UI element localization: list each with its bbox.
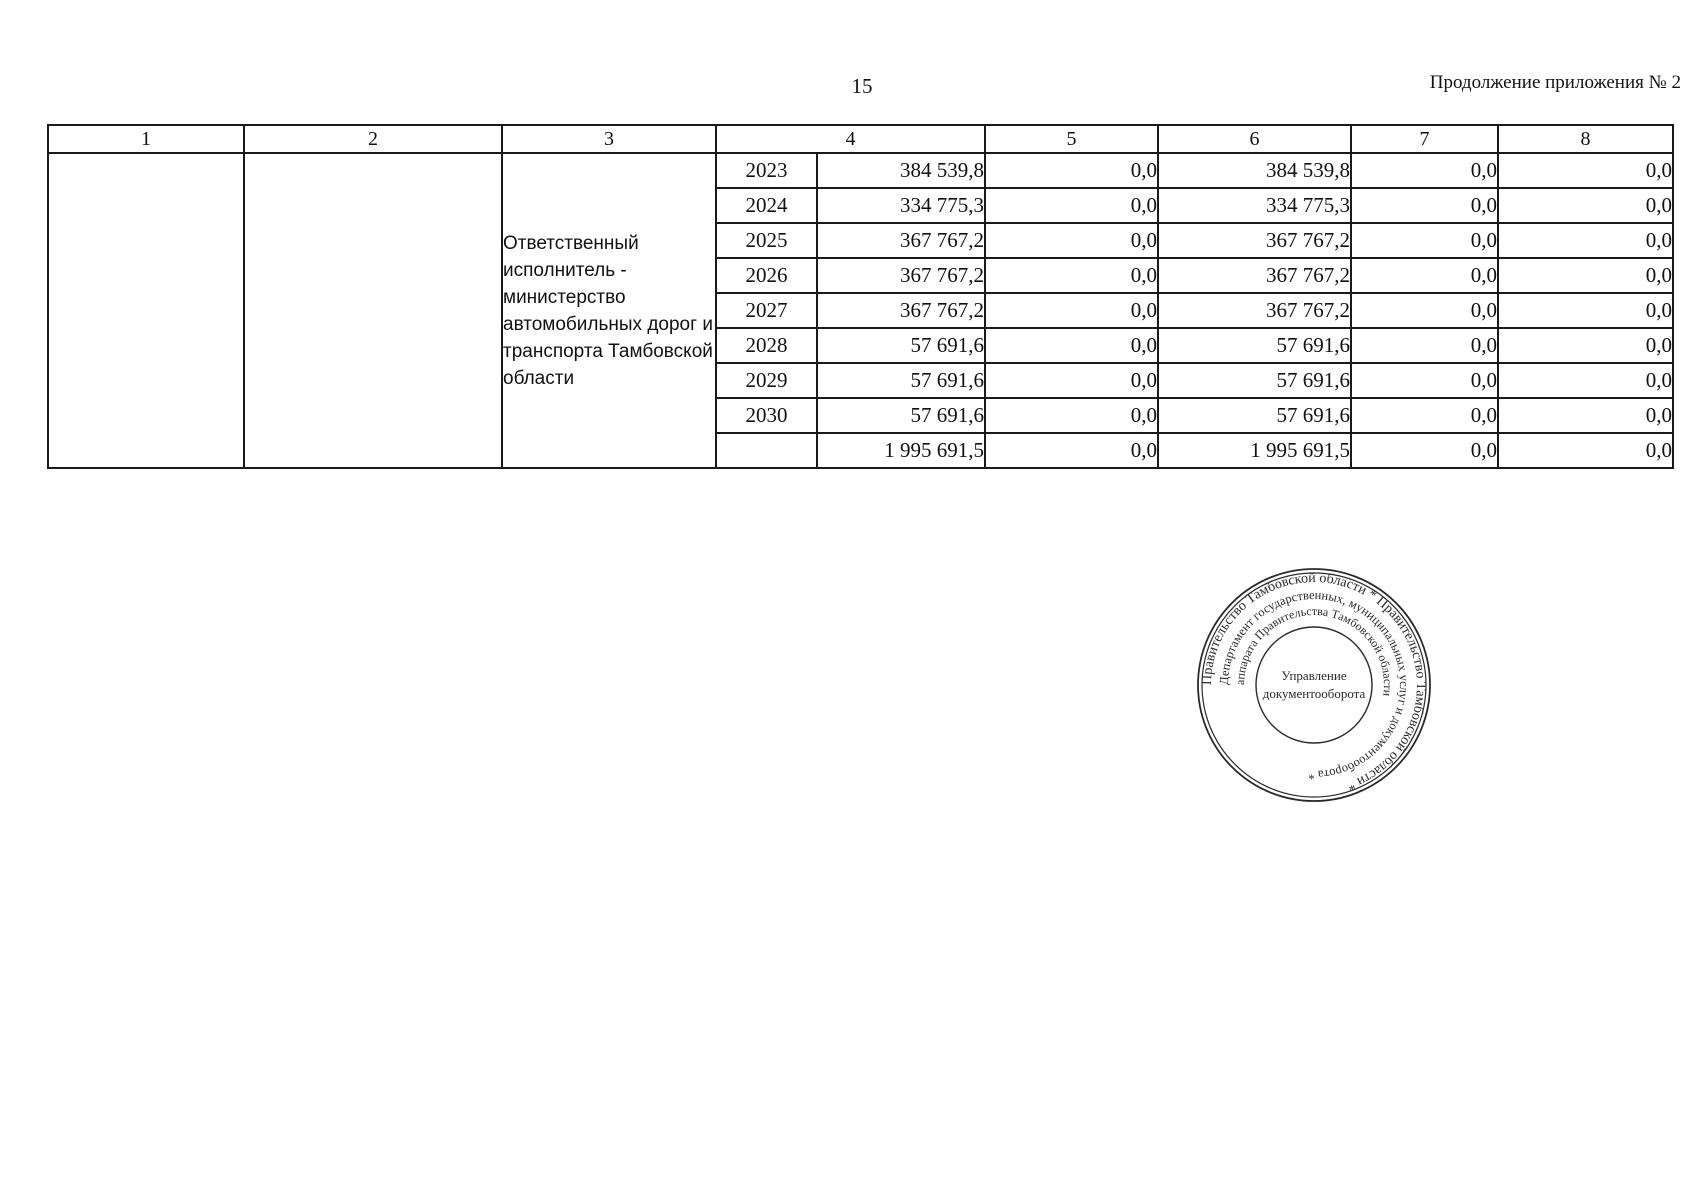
value-cell-c4: 367 767,2 <box>817 223 985 258</box>
official-stamp <box>1196 567 1432 803</box>
value-cell-c6: 334 775,3 <box>1158 188 1351 223</box>
value-cell-c7: 0,0 <box>1351 258 1498 293</box>
value-cell-c8: 0,0 <box>1498 258 1673 293</box>
stamp-outer-ring <box>1198 569 1430 801</box>
column-number: 5 <box>985 125 1158 153</box>
value-cell-c4: 57 691,6 <box>817 328 985 363</box>
value-cell-c4: 367 767,2 <box>817 293 985 328</box>
value-cell-c8: 0,0 <box>1498 188 1673 223</box>
value-cell-c8: 0,0 <box>1498 223 1673 258</box>
col2-empty-cell <box>244 153 502 468</box>
value-cell-c6: 367 767,2 <box>1158 293 1351 328</box>
value-cell-c8: 0,0 <box>1498 293 1673 328</box>
total-year-cell <box>716 433 817 468</box>
value-cell-c7: 0,0 <box>1351 328 1498 363</box>
value-cell-c5: 0,0 <box>985 328 1158 363</box>
year-cell: 2023 <box>716 153 817 188</box>
value-cell-c6: 57 691,6 <box>1158 363 1351 398</box>
year-cell: 2027 <box>716 293 817 328</box>
value-cell-c8: 0,0 <box>1498 328 1673 363</box>
value-cell-c7: 0,0 <box>1351 188 1498 223</box>
value-cell-c4: 334 775,3 <box>817 188 985 223</box>
value-cell-c5: 0,0 <box>985 188 1158 223</box>
value-cell-c6: 367 767,2 <box>1158 223 1351 258</box>
value-cell-c6: 367 767,2 <box>1158 258 1351 293</box>
value-cell-c7: 0,0 <box>1351 223 1498 258</box>
value-cell-c5: 0,0 <box>985 153 1158 188</box>
value-cell-c7: 0,0 <box>1351 293 1498 328</box>
stamp-inner-text: аппарата Правительства Тамбовской области <box>1232 603 1396 697</box>
value-cell-c8: 0,0 <box>1498 363 1673 398</box>
value-cell-c8: 0,0 <box>1498 398 1673 433</box>
appendix-note: Продолжение приложения № 2 <box>1429 72 1681 93</box>
year-cell: 2025 <box>716 223 817 258</box>
column-number: 1 <box>48 125 244 153</box>
column-number: 2 <box>244 125 502 153</box>
value-cell-c7: 0,0 <box>1351 363 1498 398</box>
column-number: 4 <box>716 125 985 153</box>
executor-cell: Ответственный исполнитель - министерство автомобильных дорог и транспорта Тамбовской области <box>502 153 716 468</box>
value-cell-c7: 0,0 <box>1351 398 1498 433</box>
value-cell-c8: 0,0 <box>1498 153 1673 188</box>
stamp-seal-icon <box>1196 567 1432 803</box>
year-cell: 2029 <box>716 363 817 398</box>
total-cell-c5: 0,0 <box>985 433 1158 468</box>
column-number: 8 <box>1498 125 1673 153</box>
value-cell-c4: 384 539,8 <box>817 153 985 188</box>
value-cell-c5: 0,0 <box>985 363 1158 398</box>
total-cell-c7: 0,0 <box>1351 433 1498 468</box>
column-number: 6 <box>1158 125 1351 153</box>
value-cell-c5: 0,0 <box>985 258 1158 293</box>
budget-table <box>47 124 1674 469</box>
page-number: 15 <box>851 74 873 98</box>
total-cell-c4: 1 995 691,5 <box>817 433 985 468</box>
stamp-center-ring <box>1256 627 1372 743</box>
total-cell-c8: 0,0 <box>1498 433 1673 468</box>
stamp-outer-text: Правительство Тамбовской области * Правительство Тамбовской области * <box>1199 570 1429 794</box>
column-number: 3 <box>502 125 716 153</box>
value-cell-c5: 0,0 <box>985 398 1158 433</box>
year-cell: 2030 <box>716 398 817 433</box>
table-body <box>48 125 1673 468</box>
stamp-center-line-2: документооборота <box>1262 686 1366 701</box>
year-cell: 2028 <box>716 328 817 363</box>
value-cell-c7: 0,0 <box>1351 153 1498 188</box>
stamp-center-line-1: Управление <box>1281 668 1347 683</box>
value-cell-c5: 0,0 <box>985 293 1158 328</box>
stamp-middle-text: Департамент государственных, муниципальных услуг и документооборота * <box>1216 587 1412 783</box>
table-row <box>48 153 1673 188</box>
year-cell: 2024 <box>716 188 817 223</box>
value-cell-c6: 384 539,8 <box>1158 153 1351 188</box>
value-cell-c6: 57 691,6 <box>1158 398 1351 433</box>
value-cell-c5: 0,0 <box>985 223 1158 258</box>
value-cell-c4: 367 767,2 <box>817 258 985 293</box>
value-cell-c6: 57 691,6 <box>1158 328 1351 363</box>
value-cell-c4: 57 691,6 <box>817 363 985 398</box>
column-number: 7 <box>1351 125 1498 153</box>
year-cell: 2026 <box>716 258 817 293</box>
value-cell-c4: 57 691,6 <box>817 398 985 433</box>
total-cell-c6: 1 995 691,5 <box>1158 433 1351 468</box>
col1-empty-cell <box>48 153 244 468</box>
column-number-row <box>48 125 1673 153</box>
